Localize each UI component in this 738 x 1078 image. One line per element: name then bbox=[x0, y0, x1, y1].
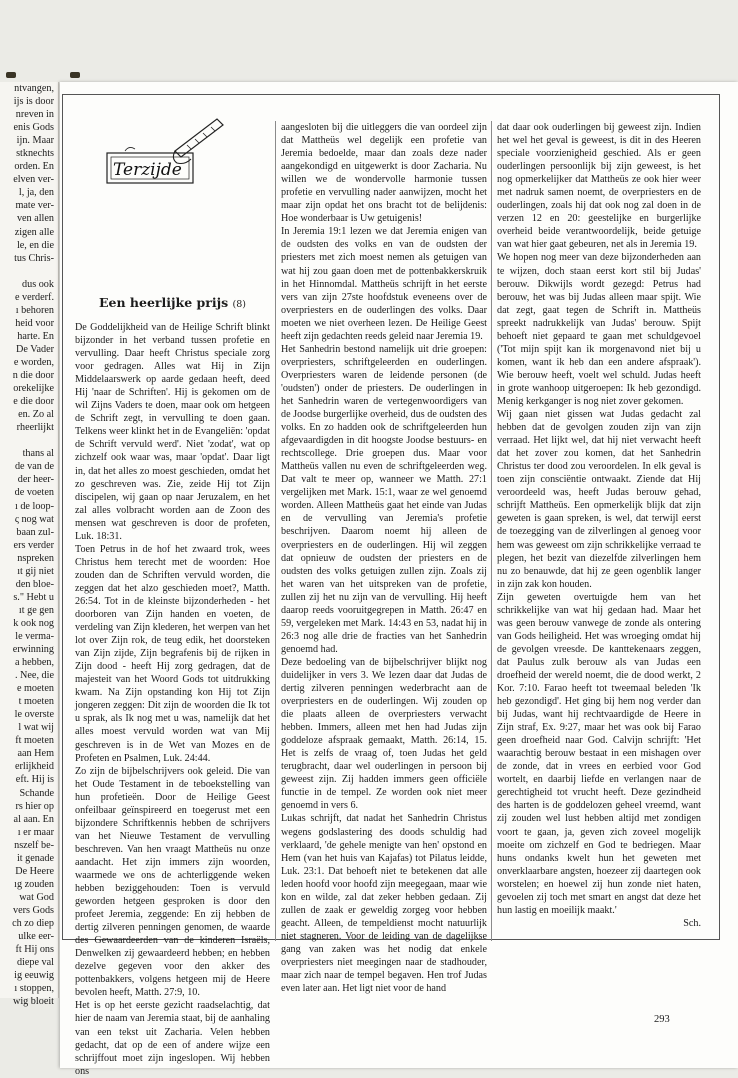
previous-page-line: ft Hij ons bbox=[15, 944, 54, 956]
paragraph: Lukas schrijft, dat nadat het Sanhedrin Christus wegens godslastering des doods schuldig had verklaard, 'de gehele menigte van hen' opstond en Hem (van het huis van Kajafas) tot Pilatus leidde, Luk. 23:1. Dat behoeft niet te betekenen dat alle leden hoofd voor hoofd zijn meegegaan, maar wie kon en wilde, zal dat zeker hebben gedaan. Zij zullen de zaak er geweldig zorgeg voor hebben geacht. Alleen, de tempeldienst mocht natuurlijk niet stagneren. Voor de leiding van de dagelijkse gang van zaken was het nodig dat enkele overpriesters niet meegingen naar de stadhouder, maar zich naar de tempel begaven. Hen trof Judas even later aan. Het ligt niet voor de hand bbox=[281, 813, 487, 995]
previous-page-line: e verderf. bbox=[14, 291, 54, 303]
previous-page-line: dus ook bbox=[22, 278, 54, 290]
article-title-text: Een heerlijke prijs bbox=[99, 295, 229, 310]
previous-page-line: rs hier op bbox=[15, 800, 54, 812]
terzijde-emblem bbox=[105, 115, 227, 187]
previous-page-line: diepe val bbox=[16, 957, 54, 969]
previous-page-line: orden. En bbox=[14, 161, 54, 173]
page-number: 293 bbox=[654, 1014, 670, 1025]
previous-page-line: der heer- bbox=[17, 474, 54, 486]
previous-page-line: n die door bbox=[12, 370, 54, 382]
binder-clip bbox=[6, 72, 16, 78]
column-2 bbox=[281, 121, 487, 995]
previous-page-line: ulke eer- bbox=[18, 931, 54, 943]
previous-page-line: De Heere bbox=[15, 865, 54, 877]
previous-page-line: wat God bbox=[19, 891, 54, 903]
previous-page-line: thans al bbox=[22, 448, 54, 460]
previous-page-line: ch zo diep bbox=[12, 918, 54, 929]
scan-background bbox=[0, 0, 738, 70]
previous-page-line: s." Hebt u bbox=[13, 591, 54, 603]
previous-page-line: enis Gods bbox=[13, 122, 54, 134]
previous-page-line: erlijkheid bbox=[14, 761, 54, 773]
paragraph: De Goddelijkheid van de Heilige Schrift blinkt bijzonder in het verband tussen profetie en vervulling. Daar heeft Christus speciale zorg voor gedragen. Alles wat Hij in Zijn Middelaarswerk op aarde gedaan heeft, deed Hij 'naar de Schriften'. Hij is gekomen om de wil Zijns Vaders te doen, maar ook om hetgeen de Schrift zegt, in vervulling te doen gaan. Telkens weer klinkt het in de Evangeliën: 'opdat de Schrift vervuld werd'. Niet 'zodat', wat op zichzelf ook waar was, maar 'opdat'. Daar ligt in, dat het alles zo moest geschieden, omdat het zo geschreven was. Zie, zeide Hij tot Zijn discipelen, wij gaan op naar Jeruzalem, en het zal alles volbracht worden aan de Zoon des mensen wat geschreven is door de profeten, Luk. 18:31. bbox=[75, 322, 270, 542]
column-divider bbox=[491, 121, 492, 941]
previous-page-line: l, ja, den bbox=[18, 187, 54, 199]
author-signature: Sch. bbox=[683, 917, 701, 929]
previous-page-line: e die door bbox=[13, 396, 54, 408]
previous-page-line: ijn. Maar bbox=[16, 135, 54, 147]
previous-page-line: en. Zo al bbox=[18, 409, 54, 421]
previous-page-line: e worden, bbox=[13, 356, 54, 368]
previous-page-gap bbox=[0, 265, 58, 278]
previous-page-line: baan zul- bbox=[16, 526, 54, 538]
previous-page-line: aan Hem bbox=[17, 748, 54, 760]
previous-page-line: le verma- bbox=[15, 630, 54, 642]
paragraph: We hopen nog meer van deze bijzonderheden aan te wijzen, doch staan eerst kort stil bij Judas' berouw. Dikwijls wordt gezegd: Petrus had berouw, het was bij Judas alleen maar spijt. Wie dat zegt, gaat tegen de Schrift in. Mattheüs spreekt nadrukkelijk van Judas' berouw. Spijt behoeft niet gepaard te gaan met schuldgevoel ('Tot mijn spijt kan ik morgenavond niet bij u komen, want ik heb dan een andere afspraak'). Wie berouw heeft, voelt wel schuld. Judas heeft in grote wanhoop uitgeroepen: Ik heb gezondigd. Menig kerkganger is nog niet zover gekomen. bbox=[497, 252, 701, 407]
previous-page-line: nspreken bbox=[17, 552, 54, 564]
previous-page-line: erwinning bbox=[12, 644, 54, 656]
previous-page-line: ijs is door bbox=[13, 96, 54, 108]
previous-page-line: ς nog wat bbox=[14, 513, 54, 525]
previous-page-line: it genade bbox=[16, 852, 54, 864]
paragraph: aangesloten bij die uitleggers die van oordeel zijn dat Mattheüs wel degelijk een profetie van Jeremia bedoelde, maar dan zoals deze nader aangekondigd en uitgewerkt is door Zacharia. Nu willen we de wondervolle harmonie tussen profetie en vervulling nader aanwijzen, mocht het maar zijn opdat het ons bracht tot de belijdenis: Hoe wonderbaar is Uw getuigenis! bbox=[281, 122, 487, 225]
previous-page-line: zigen alle bbox=[14, 226, 54, 238]
paragraph: Wij gaan niet gissen wat Judas gedacht zal hebben dat de gevolgen zouden zijn van zijn verraad. Het lijkt wel, dat hij niet verwacht heeft dat het zover zou komen, dat het Sanhedrin Christus ter dood zou veroordelen. In elk geval is toen zijn consciëntie ontwaakt. Ziende dat Hij veroordeeld was, heeft Judas berouw gehad, schrijft Mattheüs. Een opmerkelijk blijk dat zijn geweten is gaan spreken, is wel, dat terwijl eerst de toezegging van de zilverlingen al genoeg voor hem was geweest om zijn schrikkelijke verraad te plegen, het bezit van diezelfde zilverlingen hem nu zo benauwde, dat hij ze geen ogenblik langer in zijn zak kon houden. bbox=[497, 409, 701, 590]
previous-page-line: ven allen bbox=[16, 213, 54, 225]
previous-page-line: elven ver- bbox=[13, 174, 54, 186]
previous-page-line: heid voor bbox=[15, 317, 54, 329]
paragraph: In Jeremia 19:1 lezen we dat Jeremia enigen van de oudsten des volks en van de oudsten der priesters met zich moest nemen als getuigen van wat hij zou gaan doen met de pottenbakkerskruik in het Hinnomdal. Mattheüs schrijft in het eerste vers van zijn 27ste hoofdstuk eveneens over de overpriesters en de ouderlingen des volks. Daar moeten we niet overheen lezen. De Heilige Geest heeft zijn gedachten reeds geleid naar Jeremia 19. bbox=[281, 226, 487, 342]
previous-page-gap bbox=[0, 434, 58, 447]
paragraph: Het is op het eerste gezicht raadselachtig, dat hier de naam van Jeremia staat, bij de aanhaling van een tekst uit Zacharia. Velen hebben gedacht, dat op de een of andere wijze een schrijffout moet zijn ingeslopen. Wij hebben ons bbox=[75, 1000, 270, 1077]
previous-page-line: nszelf be- bbox=[14, 839, 54, 851]
previous-page-line: le overste bbox=[14, 709, 54, 721]
previous-page-line: harte. En bbox=[17, 330, 54, 342]
previous-page-line: de voeten bbox=[14, 487, 54, 499]
previous-page-line: ig eeuwig bbox=[14, 970, 54, 982]
previous-page-line: le, en die bbox=[16, 239, 54, 251]
paragraph: Zo zijn de bijbelschrijvers ook geleid. Die van het Oude Testament in de teboekstelling van hun profetieën. Door de Heilige Geest onfeilbaar geïnspireerd en toegerust met een bijzondere Schriftkennis hebben de schrijvers van het Nieuwe Testament de vervulling beschreven. Van hen vraagt Mattheüs nu onze aandacht. Het zijn immers zijn woorden, waarmede we ons de achterliggende weken hebben beziggehouden: Toen is vervuld geworden hetgeen gesproken is door den profeet Jeremia, zeggende: En zij hebben de dertig zilveren penningen genomen, de waarde des Gewaardeerden van de kinderen Israëls, Denwelken zij gewaardeerd hebben; en hebben dezelve gegeven voor den akker des pottenbakkers, volgens hetgeen mij de Heere bevolen heeft, Matth. 27:9, 10. bbox=[75, 765, 270, 999]
previous-page-line: ı behoren bbox=[15, 304, 54, 316]
paragraph: Zijn geweten overtuigde hem van het schrikkelijke van wat hij gedaan had. Maar het was geen berouw vanwege de zonde als ontering van Gods heiligheid. Het was wroeging omdat hij de gevolgen vreesde. De kanttekenaars zeggen, dat Paulus zulk berouw als van Judas een droefheid der wereld noemt, die de dood werkt, 2 Kor. 7:10. Farao heeft tot tweemaal beleden 'Ik heb gezondigd'. Het ging bij hem nog verder dan bij Judas, want hij rechtvaardigde de Heere in Zijn straf, Ex. 9:27, maar het was ook bij Farao geen droefheid naar God. Calvijn schrijft: 'Het waarachtig berouw bestaat in een mishagen over de zonde, dat in vrees en eerbied voor God wortelt, en daarbij liefde en verlangen naar de gerechtigheid tot vrucht heeft. Deze gezindheid des harten is de goddelozen geheel vreemd, want zij zouden wel lust hebben altijd met zondigen voort te gaan, ja, geven zich zoveel mogelijk moeite om zichzelf en God te bedriegen. Maar huns ondanks kwelt hun het geweten met onverklaarbare angsten, hoezeer zij daartegen ook worstelen; en hoewel zij hun zonde niet haten, gevoelen zij toch met smart en angst dat deze het hun lastig en moeilijk maakt.' bbox=[497, 591, 701, 916]
previous-page-line: ı er maar bbox=[17, 826, 54, 838]
column-divider bbox=[275, 121, 276, 941]
previous-page-line: nreven in bbox=[15, 109, 54, 121]
paragraph: Deze bedoeling van de bijbelschrijver blijkt nog duidelijker in vers 3. We lezen daar dat Judas de dertig zilveren penningen wederbracht aan de overpriesters en de ouderlingen. Wij zouden op die plaats alleen de overpriesters verwacht hebben. Immers, alleen met hen had Judas zijn goddeloze afspraak gemaakt, Matth. 26:14, 15. Het is zelfs de vraag of, toen Judas het geld terugbracht, daar wel ouderlingen in persoon bij geweest zijn. Zij hadden immers geen officiële functie in de tempel. Ze worden ook niet meer genoemd in vers 6. bbox=[281, 656, 487, 812]
magazine-page bbox=[60, 82, 738, 1077]
binder-clip bbox=[70, 72, 80, 78]
previous-page-line: ft moeten bbox=[15, 735, 54, 747]
previous-page-line: ı stoppen, bbox=[14, 983, 54, 995]
previous-page-line: l wat wij bbox=[18, 722, 54, 734]
previous-page-line: wig bloeit bbox=[12, 996, 54, 1008]
previous-page-line: eft. Hij is bbox=[15, 774, 54, 786]
emblem-title: Terzijde bbox=[113, 160, 182, 180]
column-3 bbox=[497, 121, 701, 930]
paragraph: dat daar ook ouderlingen bij geweest zijn. Indien het wel het geval is geweest, is dit in des Heeren speciale voorzienigheid geschied. Als er geen ouderlingen persoonlijk bij zijn geweest, is het nog opmerkelijker dat Mattheüs ze ook hier weer met nadruk samen noemt, de overpriesters en de ouderlingen, zoals hij dat ook nog zal doen in de verzen 12 en 20: geestelijke en burgerlijke overheid beide verantwoordelijk, beide getuige van wat hier gaat gebeuren, net als in Jeremia 19. bbox=[497, 122, 701, 251]
previous-page-line: De Vader bbox=[16, 343, 54, 355]
previous-page-line: . Nee, die bbox=[14, 670, 54, 682]
article-title bbox=[75, 295, 270, 310]
paragraph: Toen Petrus in de hof het zwaard trok, wees Christus hem terecht met de woorden: Hoe zouden dan de Schriften vervuld worden, die zeggen dat het alzo geschieden moet?, Matth. 26:54. Tot in de kleinste bijzonderheden - het doorboren van Zijn handen en voeten, de verdeling van Zijn klederen, het werpen van het lot over Zijn rok, de teug edik, het doorsteken van Zijn zijde, Zijn begrafenis bij de rijken in Zijn dood - heeft Hij zorg gedragen, dat de majesteit van het Woord Gods tot uitdrukking kwam. Na Zijn opstanding kon Hij tot Zijn jongeren zeggen: Dit zijn de woorden die Ik tot u sprak, als Ik nog met u was, namelijk dat het alles moest vervuld worden wat van Mij geschreven is in de Wet van Mozes en de Profeten en Psalmen, Luk. 24:44. bbox=[75, 543, 270, 764]
previous-page-line: Schande bbox=[19, 787, 54, 799]
previous-page-line: mate ver- bbox=[15, 200, 54, 212]
previous-page-line: ntvangen, bbox=[14, 83, 54, 94]
previous-page-line: den bloe- bbox=[15, 578, 54, 590]
previous-page-line: ıt ge gen bbox=[18, 604, 54, 616]
previous-page-line: tus Chris- bbox=[14, 252, 54, 264]
previous-page-line: ı de loop- bbox=[14, 500, 54, 512]
previous-page-line: t moeten bbox=[18, 696, 54, 708]
previous-page-line: ıg zouden bbox=[14, 878, 54, 890]
previous-page-line: de van de bbox=[14, 461, 54, 473]
previous-page-line: ers verder bbox=[13, 539, 54, 551]
previous-page-line: vers Gods bbox=[12, 904, 54, 916]
previous-page-line: e moeten bbox=[16, 683, 54, 695]
previous-page-line: stknechts bbox=[16, 148, 54, 160]
previous-page-line: a hebben, bbox=[14, 657, 54, 669]
previous-page-line: orekelijke bbox=[13, 383, 54, 395]
column-1 bbox=[75, 321, 270, 1078]
previous-page-edge bbox=[0, 82, 59, 1008]
previous-page-line: rheerlijkt bbox=[16, 422, 54, 434]
previous-page-line: k ook nog bbox=[13, 617, 54, 629]
previous-page-line: al aan. En bbox=[13, 813, 54, 825]
previous-page-line: ıt gij niet bbox=[17, 565, 54, 577]
article-part-number: (8) bbox=[232, 299, 246, 310]
paragraph: Het Sanhedrin bestond namelijk uit drie groepen: overpriesters, schriftgeleerden en ouderlingen. Overpriesters waren de leidende personen (de 'oudsten') onder de priesters. De ouderlingen in het Sanhedrin waren de vertegenwoordigers van de Joodse burgerlijke overheid, dus de oudsten des volks. En zo hadden ook de schriftgeleerden hun afgevaardigden in dit hoogste Joodse bestuurs- en rechtscollege. Drie groepen dus. Maar voor Mattheüs vallen nu even de schriftgeleerden weg. Dat valt te meer op, wanneer we Matth. 27:1 vergelijken met Mark. 15:1, waar ze wel genoemd worden. Alleen Mattheüs gaat het einde van Judas en de vervulling van Jeremia's profetie beschrijven. Daarom noemt hij alleen de overpriesters en de ouderlingen. Hij wil zeggen dat opnieuw de oudsten der priesters en de oudsten des volks getuigen zullen zijn. Zoals zij het waren van het uitspreken van de profetie, zullen zij het nu zijn van de vervulling. Hij heeft daarop reeds vooruitgegrepen in Matth. 26:47 en 59, vergeleken met Mark. 14:43 en 53, nadat hij in 26:3 nog alle drie de fracties van het Sanhedrin genoemd had. bbox=[281, 343, 487, 655]
